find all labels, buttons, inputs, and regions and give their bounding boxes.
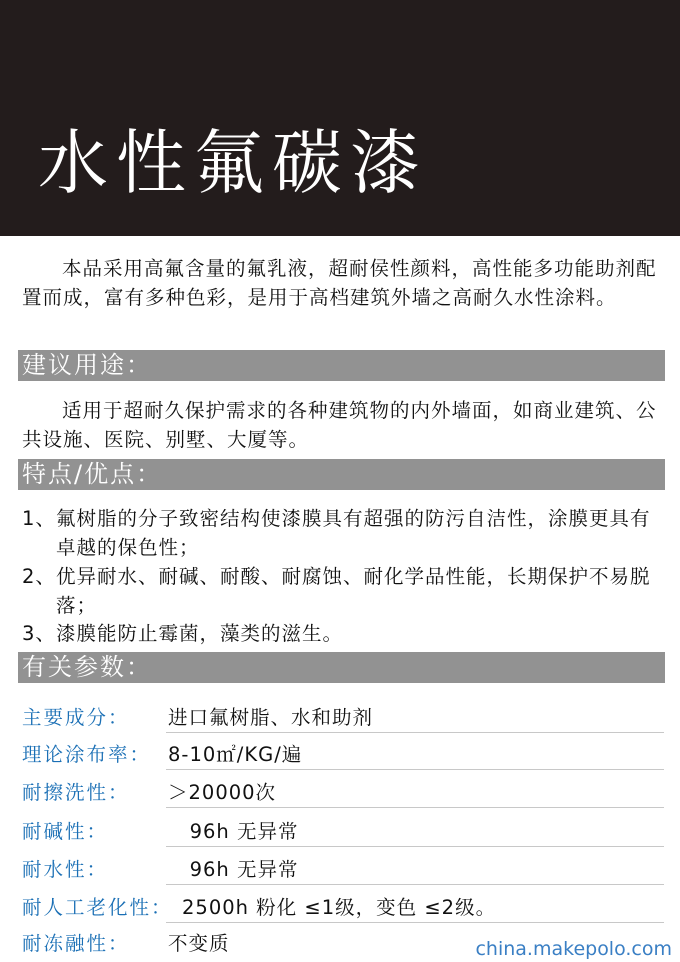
param-key: 主要成分： xyxy=(22,706,130,729)
feature-text: 优异耐水、耐碱、耐酸、耐腐蚀、耐化学品性能，长期保护不易脱落； xyxy=(56,565,651,617)
param-value: 8-10㎡/KG/遍 xyxy=(168,743,303,766)
param-value: 不变质 xyxy=(168,932,230,955)
param-value: 2500h 粉化 ≤1级，变色 ≤2级。 xyxy=(182,896,497,919)
usage-paragraph xyxy=(22,396,668,454)
params-heading: 有关参数： xyxy=(18,652,665,683)
param-row xyxy=(22,771,664,808)
param-value: 进口氟树脂、水和助剂 xyxy=(168,706,374,729)
intro-text: 本品采用高氟含量的氟乳液，超耐侯性颜料，高性能多功能助剂配置而成，富有多种色彩，是用于高档建筑外墙之高耐久水性涂料。 xyxy=(22,257,657,309)
feature-item-3 xyxy=(22,619,668,648)
row-divider xyxy=(166,884,664,885)
param-row xyxy=(22,696,664,733)
feature-item-2 xyxy=(22,562,668,620)
param-key: 耐水性： xyxy=(22,858,109,881)
param-value: ＞20000次 xyxy=(168,781,277,804)
title-banner xyxy=(0,0,680,236)
param-key: 理论涂布率： xyxy=(22,743,152,766)
param-value: 96h 无异常 xyxy=(168,858,299,881)
param-key: 耐擦洗性： xyxy=(22,781,130,804)
page-title: 水性氟碳漆 xyxy=(38,122,428,204)
intro-paragraph xyxy=(22,254,668,312)
feature-text: 漆膜能防止霉菌，藻类的滋生。 xyxy=(56,622,344,645)
row-divider xyxy=(166,807,664,808)
param-row xyxy=(22,848,664,885)
feature-text: 氟树脂的分子致密结构使漆膜具有超强的防污自洁性，涂膜更具有卓越的保色性； xyxy=(56,507,651,559)
row-divider xyxy=(166,769,664,770)
usage-text: 适用于超耐久保护需求的各种建筑物的内外墙面，如商业建筑、公共设施、医院、别墅、大厦等。 xyxy=(22,399,657,451)
param-key: 耐人工老化性： xyxy=(22,896,173,919)
feature-number: 1、 xyxy=(22,507,56,530)
feature-item-1 xyxy=(22,504,668,562)
features-heading: 特点/优点： xyxy=(18,459,665,490)
feature-number: 3、 xyxy=(22,622,56,645)
watermark: china.makepolo.com xyxy=(475,938,672,960)
row-divider xyxy=(166,846,664,847)
feature-number: 2、 xyxy=(22,565,56,588)
param-key: 耐碱性： xyxy=(22,820,109,843)
param-key: 耐冻融性： xyxy=(22,932,130,955)
usage-heading: 建议用途： xyxy=(18,350,665,381)
param-row xyxy=(22,733,664,770)
param-row xyxy=(22,810,664,847)
param-row xyxy=(22,886,664,923)
param-value: 96h 无异常 xyxy=(168,820,299,843)
